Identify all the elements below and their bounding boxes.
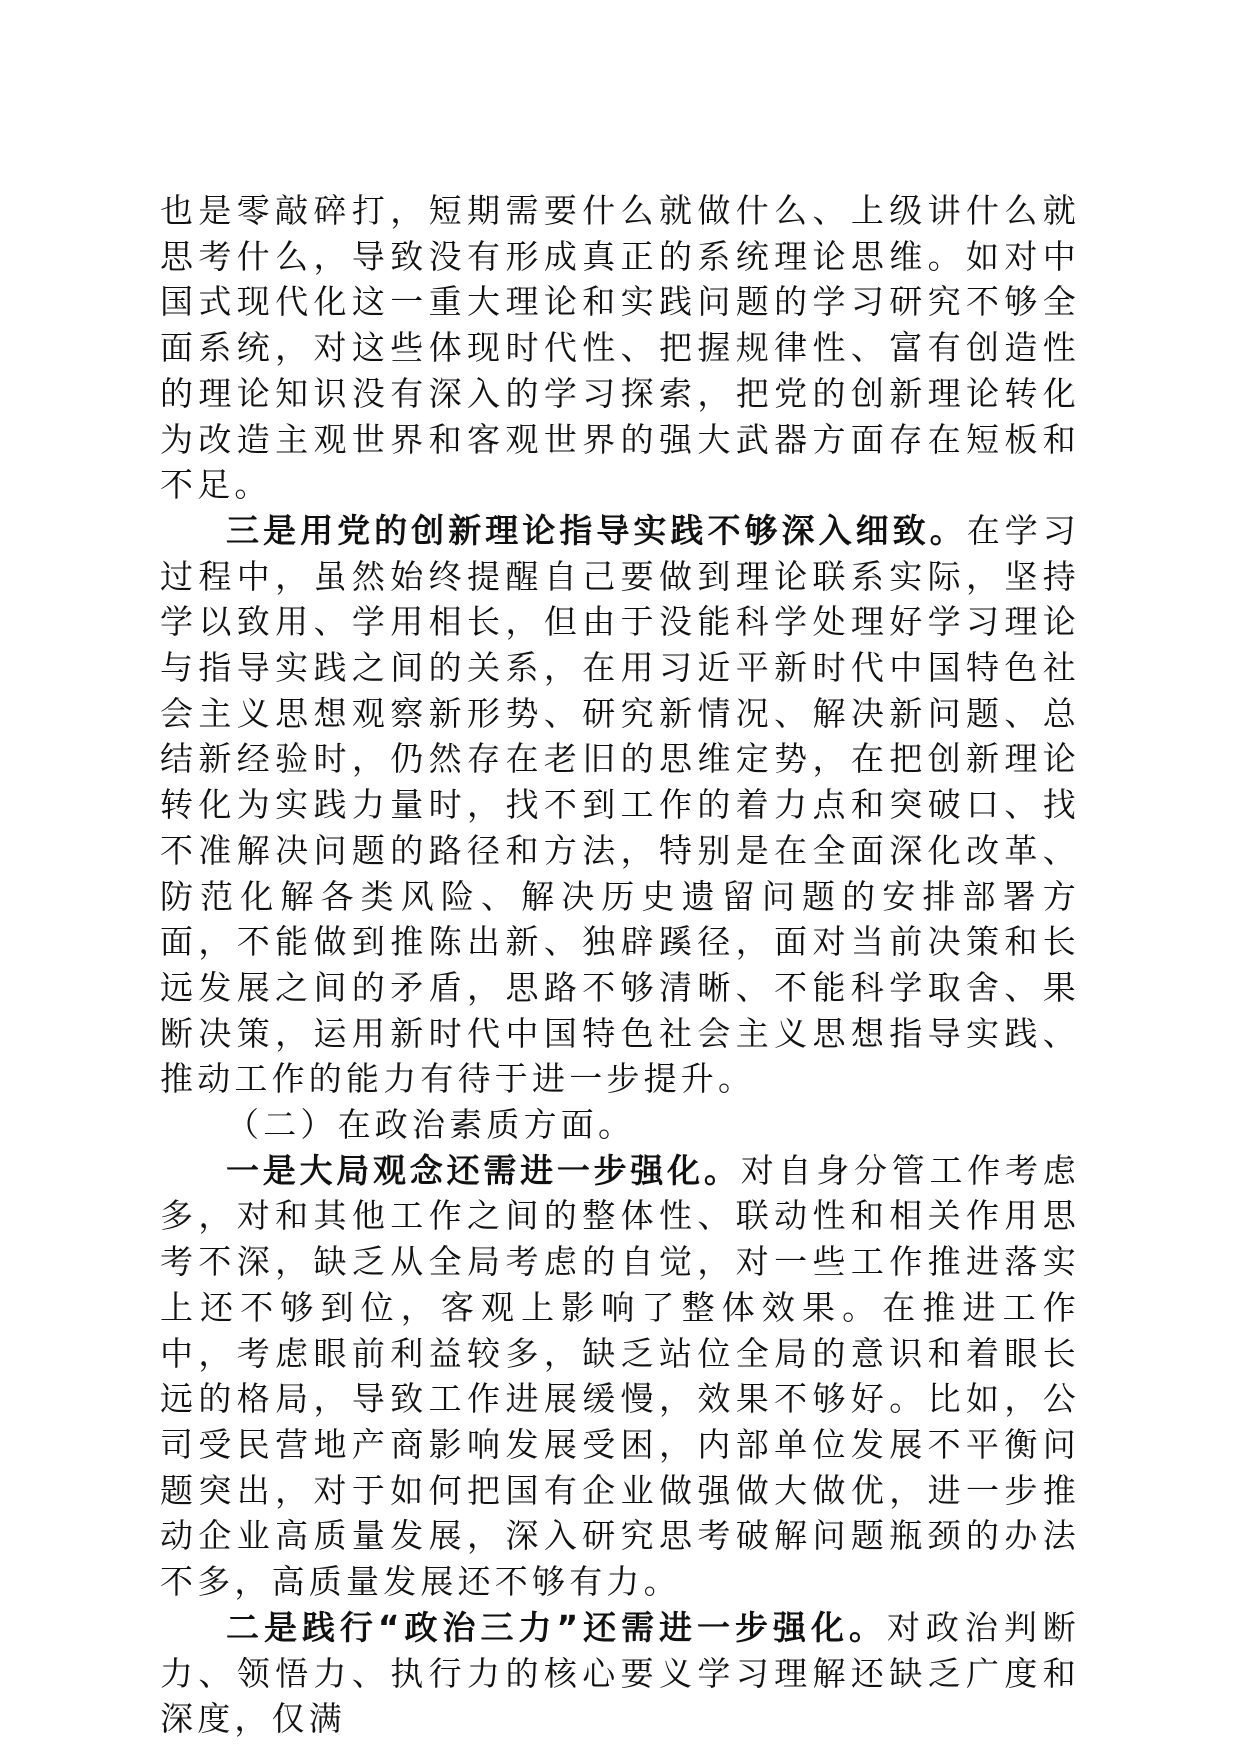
section-heading-text: （二）在政治素质方面。 — [226, 1105, 636, 1145]
section-heading-political-quality — [160, 1102, 1080, 1148]
paragraph-text: 对政治判断力、领悟力、执行力的核心要义学习理解还缺乏广度和深度，仅满 — [160, 1607, 1080, 1739]
document-body — [160, 188, 1080, 1742]
paragraph-text: 对自身分管工作考虑多，对和其他工作之间的整体性、联动性和相关作用思考不深，缺乏从全局考虑的自觉，对一些工作推进落实上还不够到位，客观上影响了整体效果。在推进工作中，考虑眼前利益较多，缺乏站位全局的意识和着眼长远的格局，导致工作进展缓慢，效果不够好。比如，公司受民营地产商影响发展受困，内部单位发展不平衡问题突出，对于如何把国有企业做强做大做优，进一步推动企业高质量发展，深入研究思考破解问题瓶颈的办法不多，高质量发展还不够有力。 — [160, 1150, 1080, 1602]
paragraph-theory-study-continued — [160, 188, 1080, 508]
paragraph-point-two-political-abilities — [160, 1605, 1080, 1742]
paragraph-text: 也是零敲碎打，短期需要什么就做什么、上级讲什么就思考什么，导致没有形成真正的系统理论思维。如对中国式现代化这一重大理论和实践问题的学习研究不够全面系统，对这些体现时代性、把握规律性、富有创造性的理论知识没有深入的学习探索，把党的创新理论转化为改造主观世界和客观世界的强大武器方面存在短板和不足。 — [160, 191, 1080, 505]
paragraph-point-three-practice — [160, 508, 1080, 1102]
paragraph-lead-heading: 二是践行“政治三力”还需进一步强化。 — [226, 1607, 887, 1647]
paragraph-lead-heading: 三是用党的创新理论指导实践不够深入细致。 — [226, 510, 967, 550]
paragraph-lead-heading: 一是大局观念还需进一步强化。 — [226, 1150, 741, 1190]
paragraph-point-one-overall-view — [160, 1148, 1080, 1605]
paragraph-text: 在学习过程中，虽然始终提醒自己要做到理论联系实际，坚持学以致用、学用相长，但由于没能科学处理好学习理论与指导实践之间的关系，在用习近平新时代中国特色社会主义思想观察新形势、研究新情况、解决新问题、总结新经验时，仍然存在老旧的思维定势，在把创新理论转化为实践力量时，找不到工作的着力点和突破口、找不准解决问题的路径和方法，特别是在全面深化改革、防范化解各类风险、解决历史遗留问题的安排部署方面，不能做到推陈出新、独辟蹊径，面对当前决策和长远发展之间的矛盾，思路不够清晰、不能科学取舍、果断决策，运用新时代中国特色社会主义思想指导实践、推动工作的能力有待于进一步提升。 — [160, 510, 1080, 1099]
